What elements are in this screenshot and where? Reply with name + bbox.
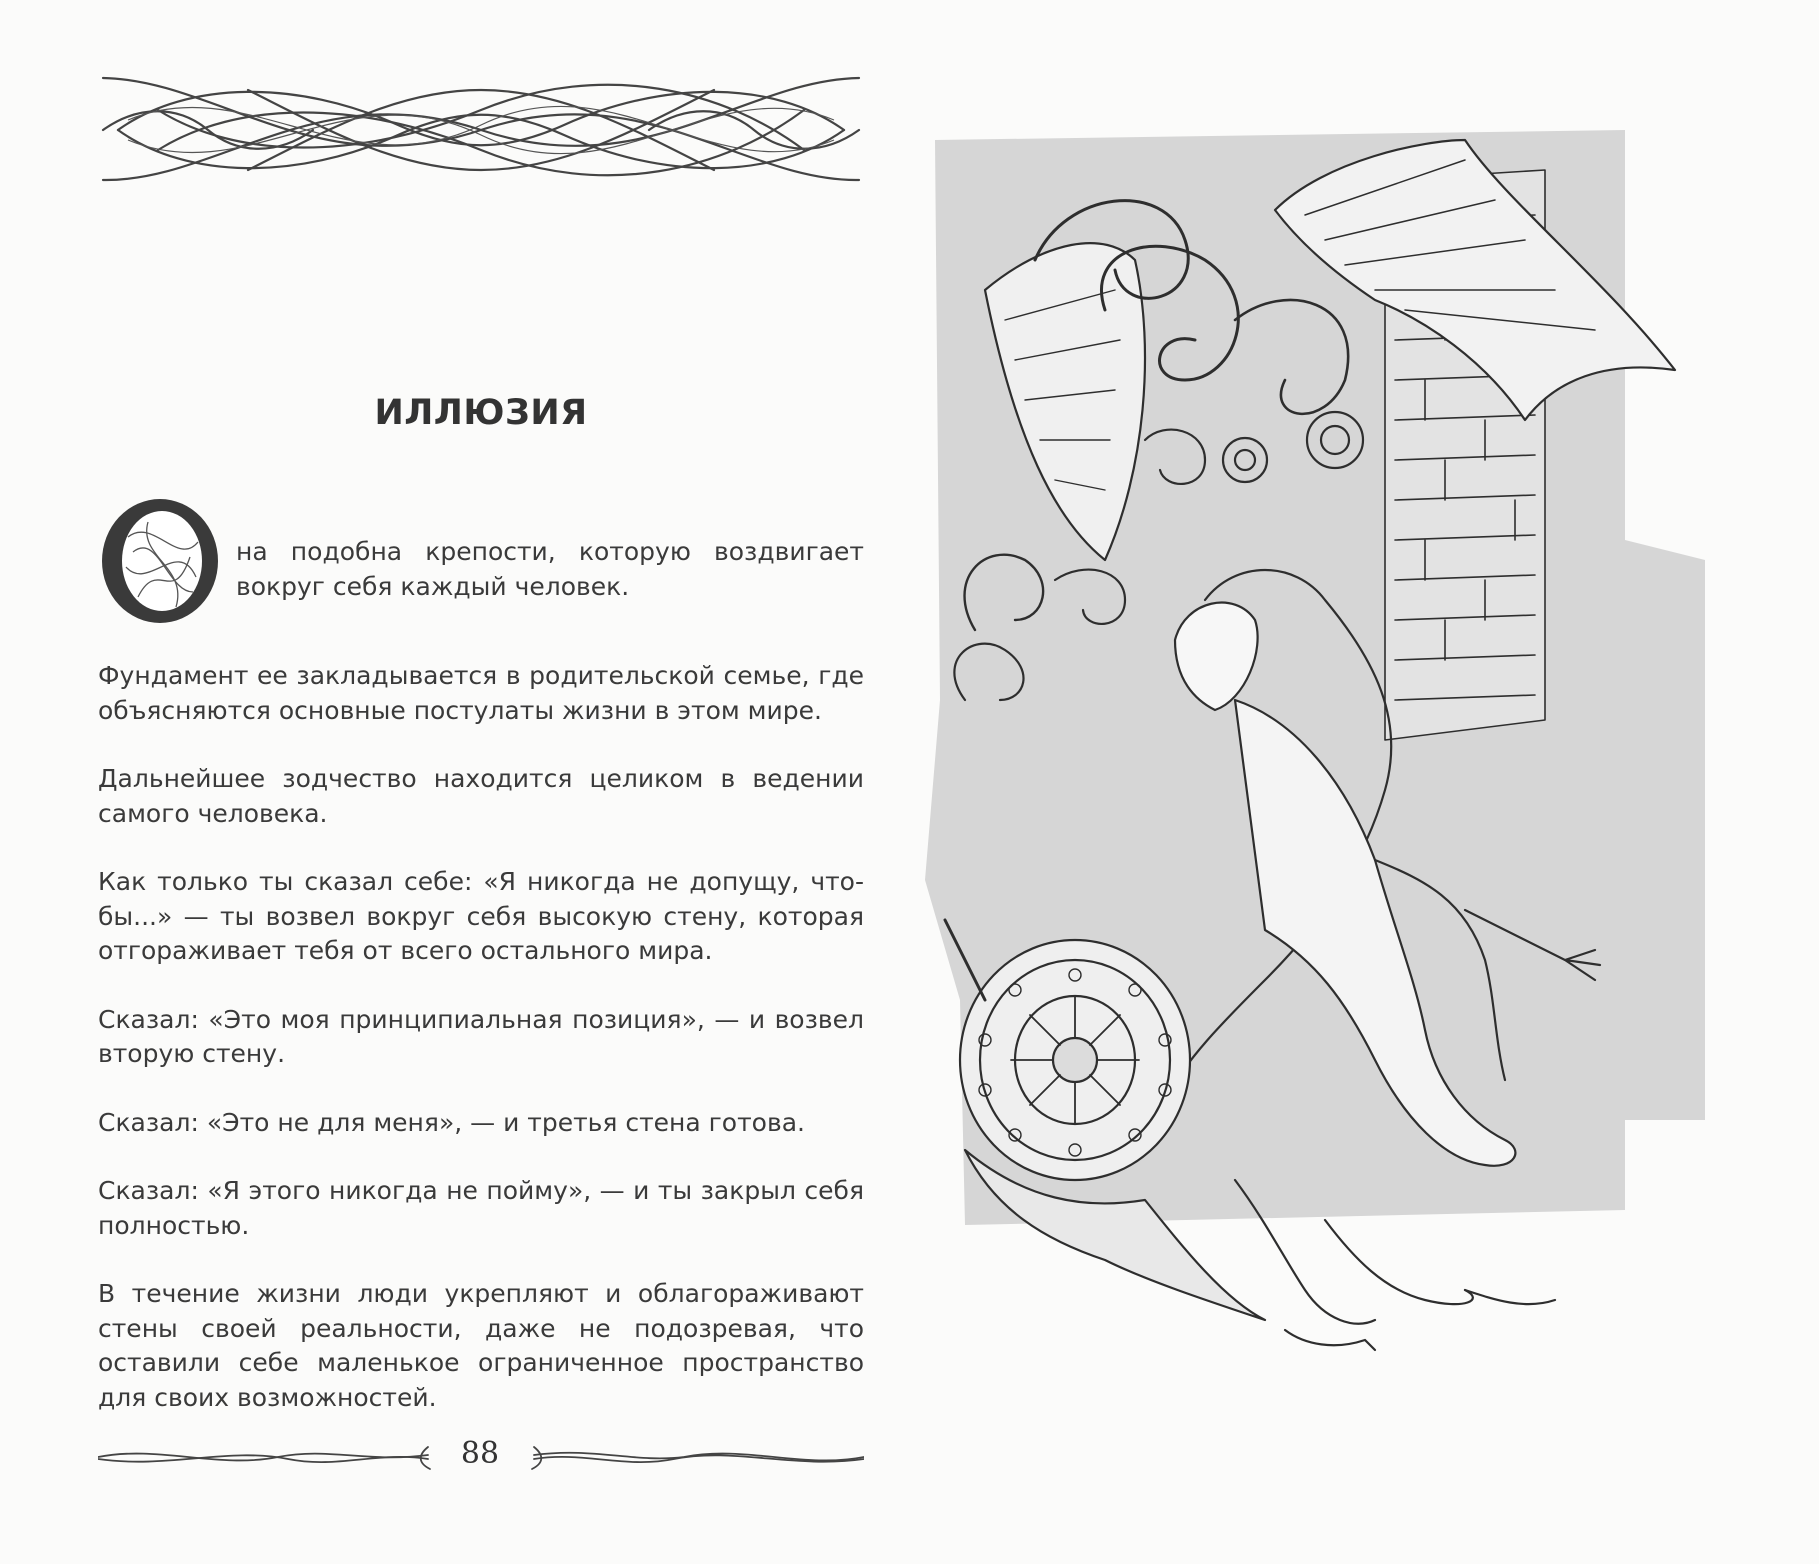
paragraph-7: Сказал: «Я этого никогда не пойму», — и ты закрыл себя полностью. — [98, 1176, 864, 1240]
header-flourish-ornament — [98, 70, 864, 192]
paragraph-4: Как только ты сказал себе: «Я никогда не допущу, чтобы...» — ты возвел вокруг себя высокую стену, которая отгораживает тебя от всего остального мира. — [98, 867, 864, 965]
drop-cap-ornament — [98, 497, 222, 625]
first-paragraph — [98, 535, 864, 625]
paragraph-3: Дальнейшее зодчество находится целиком в ведении самого человека. — [98, 764, 864, 828]
page-number: 88 — [460, 1436, 500, 1471]
left-page — [0, 0, 905, 1564]
paragraph-5: Сказал: «Это моя принципиальная позиция», — и возвел вторую стену. — [98, 1004, 864, 1068]
paragraph-2: Фундамент ее закладывается в родительской семье, где объясняются основные постулаты жизни в этом мире. — [98, 661, 864, 725]
paragraph-8: В течение жизни люди укрепляют и облагораживают стены своей реальности, даже не подозревая, что оставили себе маленькое ограниченное пространство для своих возможностей. — [98, 1279, 864, 1412]
right-page — [905, 0, 1819, 1564]
paragraph-6: Сказал: «Это не для меня», — и третья стена готова. — [98, 1107, 805, 1137]
chapter-title: ИЛЛЮЗИЯ — [374, 393, 588, 433]
fantasy-illustration — [905, 0, 1819, 1564]
body-text — [98, 535, 864, 1449]
paragraph-1: на подобна крепости, которую воздвигает вокруг себя каждый человек. — [236, 537, 864, 601]
round-shield — [960, 940, 1190, 1180]
